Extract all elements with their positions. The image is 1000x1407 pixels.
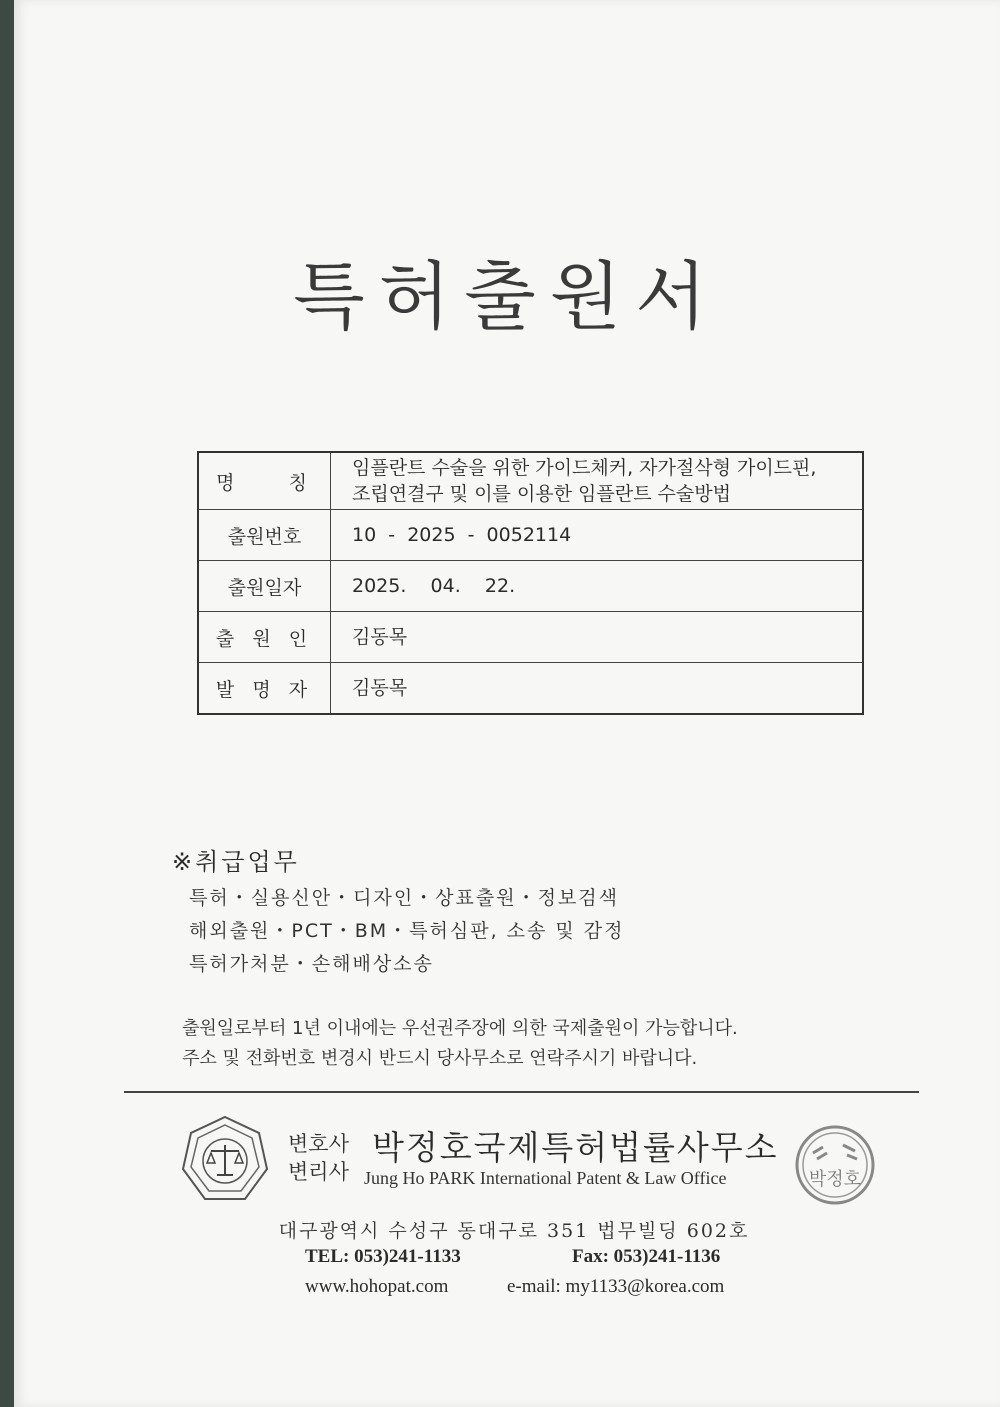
document-page	[14, 0, 1000, 1407]
list-item: 특허・실용신안・디자인・상표출원・정보검색	[189, 887, 620, 909]
services-heading: ※취급업무	[172, 848, 300, 876]
applicant: 김동목	[331, 612, 864, 663]
label-application-date: 출원일자	[198, 561, 331, 612]
list-item: 특허가처분・손해배상소송	[189, 953, 434, 975]
firm-website: www.hohopat.com	[305, 1276, 449, 1297]
table-row	[198, 612, 863, 663]
invention-title	[331, 452, 864, 510]
invention-title-line1: 임플란트 수술을 위한 가이드체커, 자가절삭형 가이드핀,	[352, 457, 817, 479]
firm-name-korean: 박정호국제특허법률사무소	[372, 1128, 779, 1167]
label-inventor: 발 명 자	[198, 663, 331, 715]
role-patent-attorney: 변리사	[288, 1160, 349, 1184]
notice-line: 주소 및 전화번호 변경시 반드시 당사무소로 연락주시기 바랍니다.	[182, 1048, 698, 1069]
notice-line: 출원일로부터 1년 이내에는 우선권주장에 의한 국제출원이 가능합니다.	[182, 1018, 738, 1039]
label-applicant: 출 원 인	[198, 612, 331, 663]
label-application-number: 출원번호	[198, 510, 331, 561]
firm-name-english: Jung Ho PARK International Patent & Law Office	[364, 1168, 727, 1188]
firm-tel: TEL: 053)241-1133	[305, 1246, 461, 1267]
firm-address: 대구광역시 수성구 동대구로 351 법무빌딩 602호	[278, 1220, 750, 1242]
table-row	[198, 561, 863, 612]
attorney-emblem-icon	[179, 1113, 271, 1205]
divider	[124, 1091, 919, 1093]
firm-role	[288, 1130, 349, 1186]
list-item: 해외출원・PCT・BM・특허심판, 소송 및 감정	[189, 920, 625, 942]
role-attorney: 변호사	[288, 1132, 349, 1156]
firm-fax: Fax: 053)241-1136	[572, 1246, 721, 1267]
firm-email: e-mail: my1133@korea.com	[507, 1276, 725, 1297]
label-name: 명 칭	[198, 452, 331, 510]
svg-text:박정호: 박정호	[808, 1169, 862, 1190]
document-title: 특허출원서	[293, 254, 721, 340]
notice-text	[182, 1014, 738, 1074]
application-date: 2025. 04. 22.	[331, 561, 864, 612]
application-info-table	[197, 451, 864, 715]
seal-stamp-icon	[793, 1123, 877, 1207]
table-row	[198, 452, 863, 510]
invention-title-line2: 조립연결구 및 이를 이용한 임플란트 수술방법	[352, 483, 731, 505]
services-list	[189, 882, 625, 981]
table-row	[198, 510, 863, 561]
table-row	[198, 663, 863, 715]
inventor: 김동목	[331, 663, 864, 715]
application-number: 10 - 2025 - 0052114	[331, 510, 864, 561]
